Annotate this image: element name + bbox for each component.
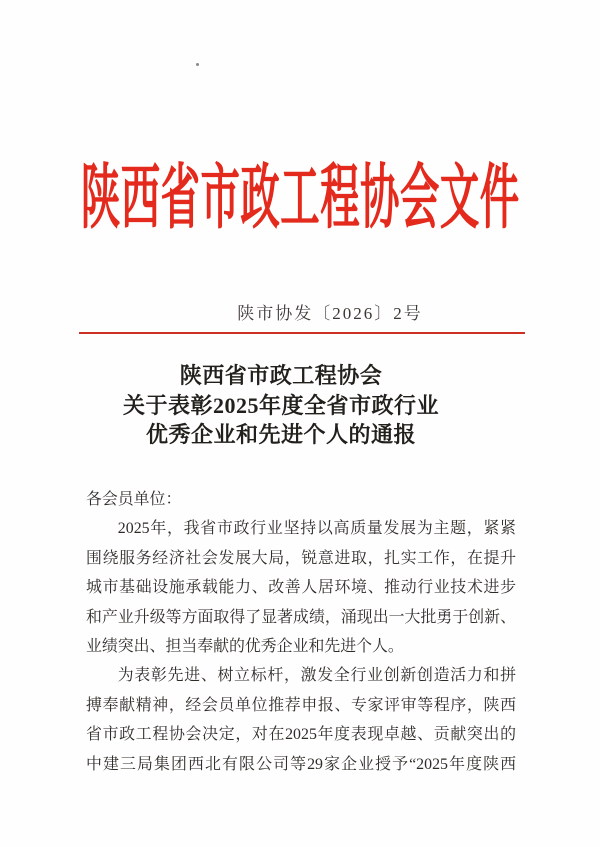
body-line: 2025年，我省市政行业坚持以高质量发展为主题，紧紧 xyxy=(117,520,516,538)
letterhead xyxy=(0,160,600,238)
body-line: 中建三局集团西北有限公司等29家企业授予“2025年度陕西 xyxy=(86,755,516,773)
body-line: 省市政工程协会决定，对在2025年度表现卓越、贡献突出的 xyxy=(86,726,516,744)
body-line: 业绩突出、担当奉献的优秀企业和先进个人。 xyxy=(86,637,404,655)
document-body xyxy=(86,485,516,779)
red-divider-line xyxy=(79,332,525,334)
title-line-2: 关于表彰2025年度全省市政行业 xyxy=(122,392,439,418)
letterhead-title: 陕西省市政工程协会文件 xyxy=(80,160,520,238)
title-line-1: 陕西省市政工程协会 xyxy=(179,363,383,388)
document-number: 陕市协发〔2026〕2号 xyxy=(237,304,423,323)
body-line: 和产业升级等方面取得了显著成绩，涌现出一大批勇于创新、 xyxy=(86,608,516,626)
title-line-3: 优秀企业和先进个人的通报 xyxy=(145,422,416,447)
salutation: 各会员单位： xyxy=(86,491,182,508)
body-line: 搏奉献精神，经会员单位推荐申报、专家评审等程序，陕西 xyxy=(86,696,516,714)
body-line: 为表彰先进、树立标杆，激发全行业创新创造活力和拼 xyxy=(117,667,516,685)
body-line: 围绕服务经济社会发展大局，锐意进取，扎实工作，在提升 xyxy=(86,549,516,567)
document-title xyxy=(0,361,562,450)
body-line: 城市基础设施承载能力、改善人居环境、推动行业技术进步 xyxy=(86,579,516,597)
scan-speck xyxy=(196,63,199,66)
